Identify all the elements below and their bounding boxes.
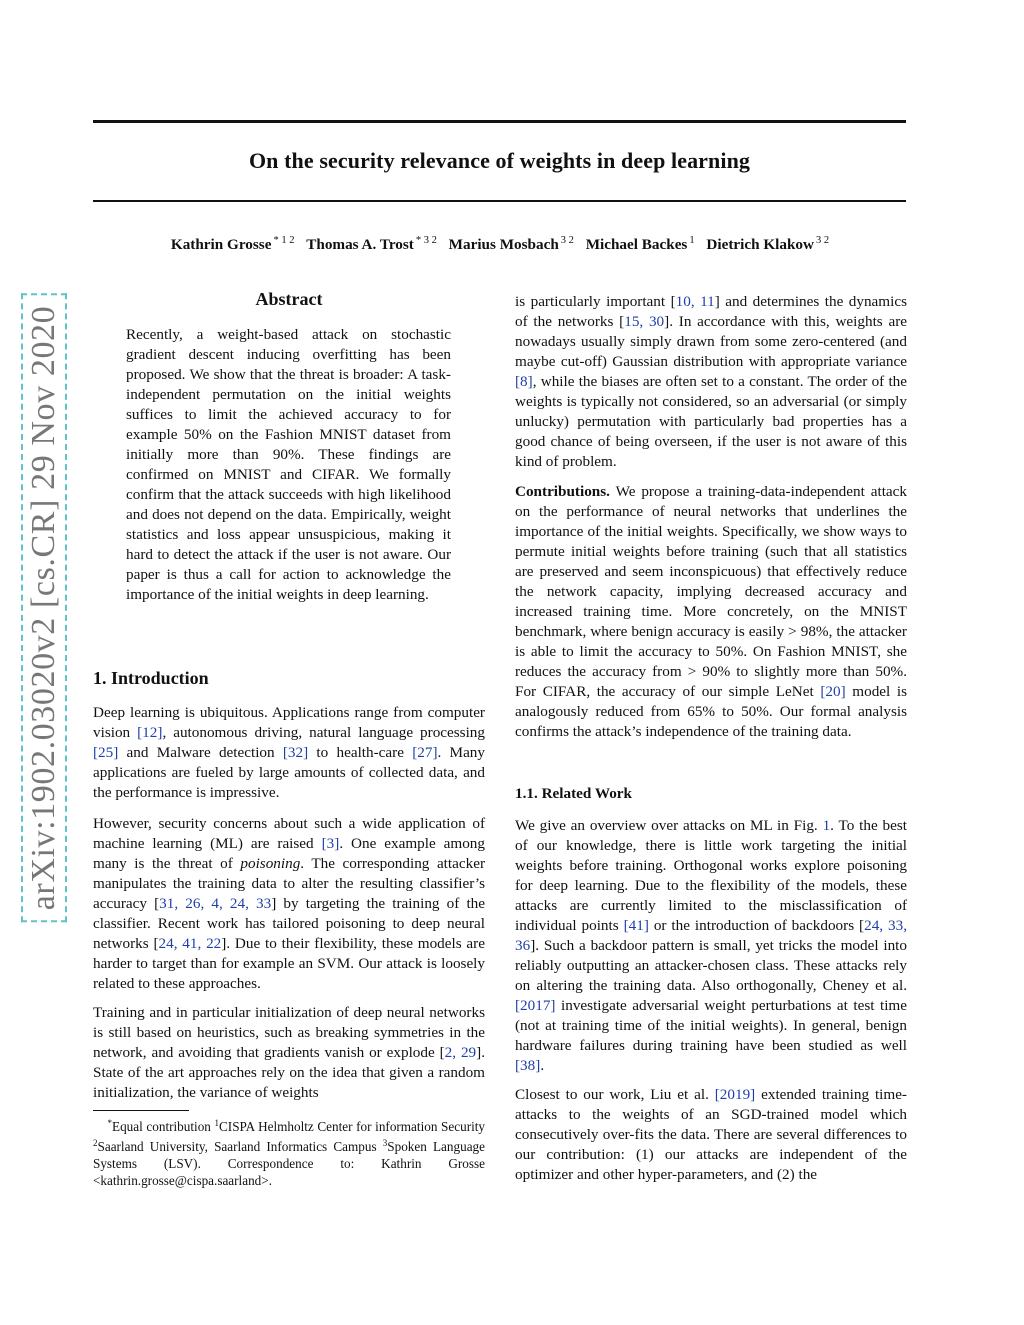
citation-link[interactable]: [12] <box>137 724 163 741</box>
citation-link[interactable]: 2, 29 <box>444 1044 477 1061</box>
citation-link[interactable]: [41] <box>623 917 649 934</box>
citation-link[interactable]: [2017] <box>515 997 556 1014</box>
citation-link[interactable]: [38] <box>515 1057 541 1074</box>
contributions-paragraph: Contributions. We propose a training-data-independent attack on the performance of neural networks that underlines the importance of the initial weights. Specifically, we show ways to permute initial weights before training (such that all statistics are preserved and seem inconspicuous) that effectively reduce the network capacity, implying decreased accuracy and increased training time. More concretely, on the MNIST benchmark, where benign accuracy is easily > 98%, the attacker is able to limit the accuracy to 50%. On Fashion MNIST, she reduces the accuracy from > 90% to slightly more than 50%. For CIFAR, the accuracy of our simple LeNet [20] model is analogously reduced from 65% to 50%. Our formal analysis confirms the attack’s independence of the training data. <box>515 483 907 740</box>
title-top-rule <box>93 120 906 123</box>
abstract-text: Recently, a weight-based attack on stochastic gradient descent inducing overfitting has been proposed. We show that the threat is broader: A task-independent permutation on the initial weights suffices to limit the achieved accuracy to for example 50% on the Fashion MNIST dataset from initially more than 90%. These findings are confirmed on MNIST and CIFAR. We formally confirm that the attack succeeds with high likelihood and does not depend on the data. Empirically, weight statistics and loss appear unsuspicious, making it hard to detect the attack if the user is not aware. Our paper is thus a call for action to acknowledge the importance of the initial weights in deep learning. <box>126 326 451 603</box>
paragraph: We give an overview over attacks on ML in Fig. 1. To the best of our knowledge, there is little work targeting the initial weights before training. Orthogonal works explore poisoning for deep learning. Due to the flexibility of the models, these attacks are currently limited to the misclassification of individual points [41] or the introduction of backdoors [24, 33, 36]. Such a backdoor pattern is small, yet tricks the model into reliably outputting an attacker-chosen class. These attacks rely on altering the training data. Also orthogonally, Cheney et al. [2017] investigate adversarial weight perturbations at test time (not at training time of the initial weights). In general, benign hardware failures during training have been studied as well [38]. <box>515 817 907 1074</box>
citation-link[interactable]: [25] <box>93 744 119 761</box>
paragraph: is particularly important [10, 11] and determines the dynamics of the networks [15, 30]. In accordance with this, weights are nowadays usually simply drawn from some zero-centered (and maybe cut-off) Gaussian distribution with appropriate variance [8], while the biases are often set to a constant. The order of the weights is typically not considered, so an adversarial (or simply unlucky) permutation with particularly bad properties has a good chance of being overseen, if the user is not aware of this kind of problem. <box>515 293 908 470</box>
citation-link[interactable]: 24, 33, 36 <box>515 917 907 954</box>
citation-link[interactable]: [27] <box>412 744 438 761</box>
paper-title: On the security relevance of weights in deep learning <box>248 148 751 173</box>
arxiv-stamp: arXiv:1902.03020v2 [cs.CR] 29 Nov 2020 <box>21 294 67 923</box>
author: Thomas A. Trost $^{* 3 2}$ <box>306 235 437 253</box>
author: Kathrin Grosse $^{* 1 2}$ <box>170 235 295 253</box>
title-bottom-rule <box>93 200 906 202</box>
citation-link[interactable]: [2019] <box>714 1086 756 1103</box>
citation-link[interactable]: 10, 11 <box>675 293 715 310</box>
citation-link[interactable]: [32] <box>282 744 309 761</box>
citation-link[interactable]: 1 <box>822 817 831 834</box>
paragraph: Training and in particular initialization of deep neural networks is still based on heuristics, such as breaking symmetries in the network, and avoiding that gradients vanish or explode [2, 29]. State of the art approaches rely on the idea that given a random initialization, the variance of weights <box>93 1004 486 1101</box>
citation-link[interactable]: 31, 26, 4, 24, 33 <box>159 895 272 912</box>
subsection-heading: 1.1. Related Work <box>515 785 632 802</box>
author: Dietrich Klakow $^{3 2}$ <box>706 235 830 253</box>
footnote: *Equal contribution $^1$CISPA Helmholtz Center for information Security $^2$Saarland University, Saarland Informatics Campus $^3$Spoken Language Systems (LSV). Correspondence to: Kathrin Grosse <kathrin.grosse@cispa.saarland>. <box>93 1118 486 1188</box>
citation-link[interactable]: 15, 30 <box>624 313 665 330</box>
footnote-rule <box>93 1110 189 1111</box>
author: Marius Mosbach $^{3 2}$ <box>448 235 574 253</box>
paragraph: However, security concerns about such a wide application of machine learning (ML) are raised [3]. One example among many is the threat of poisoning. The corresponding attacker manipulates the training data to alter the resulting classifier’s accuracy [31, 26, 4, 24, 33] by targeting the training of the classifier. Recent work has tailored poisoning to deep neural networks [24, 41, 22]. Due to their flexibility, these models are harder to target than for example an SVM. Our attack is loosely related to these approaches. <box>93 815 486 992</box>
author: Michael Backes $^1$ <box>585 235 695 253</box>
citation-link[interactable]: 24, 41, 22 <box>158 935 222 952</box>
author-list <box>60 235 940 254</box>
citation-link[interactable]: [8] <box>515 373 533 390</box>
section-heading: 1. Introduction <box>93 668 209 688</box>
abstract-heading: Abstract <box>255 289 323 309</box>
citation-link[interactable]: [20] <box>820 683 846 700</box>
paragraph: Closest to our work, Liu et al. [2019] extended training time-attacks to the weights of an SGD-trained model which consecutively over-fits the data. There are several differences to our contribution: (1) our attacks are independent of the optimizer and other hyper-parameters, and (2) the <box>515 1086 907 1183</box>
paragraph: Deep learning is ubiquitous. Applications range from computer vision [12], autonomous driving, natural language processing [25] and Malware detection [32] to health-care [27]. Many applications are fueled by large amounts of collected data, and the performance is impressive. <box>93 704 485 801</box>
citation-link[interactable]: [3] <box>321 835 340 852</box>
